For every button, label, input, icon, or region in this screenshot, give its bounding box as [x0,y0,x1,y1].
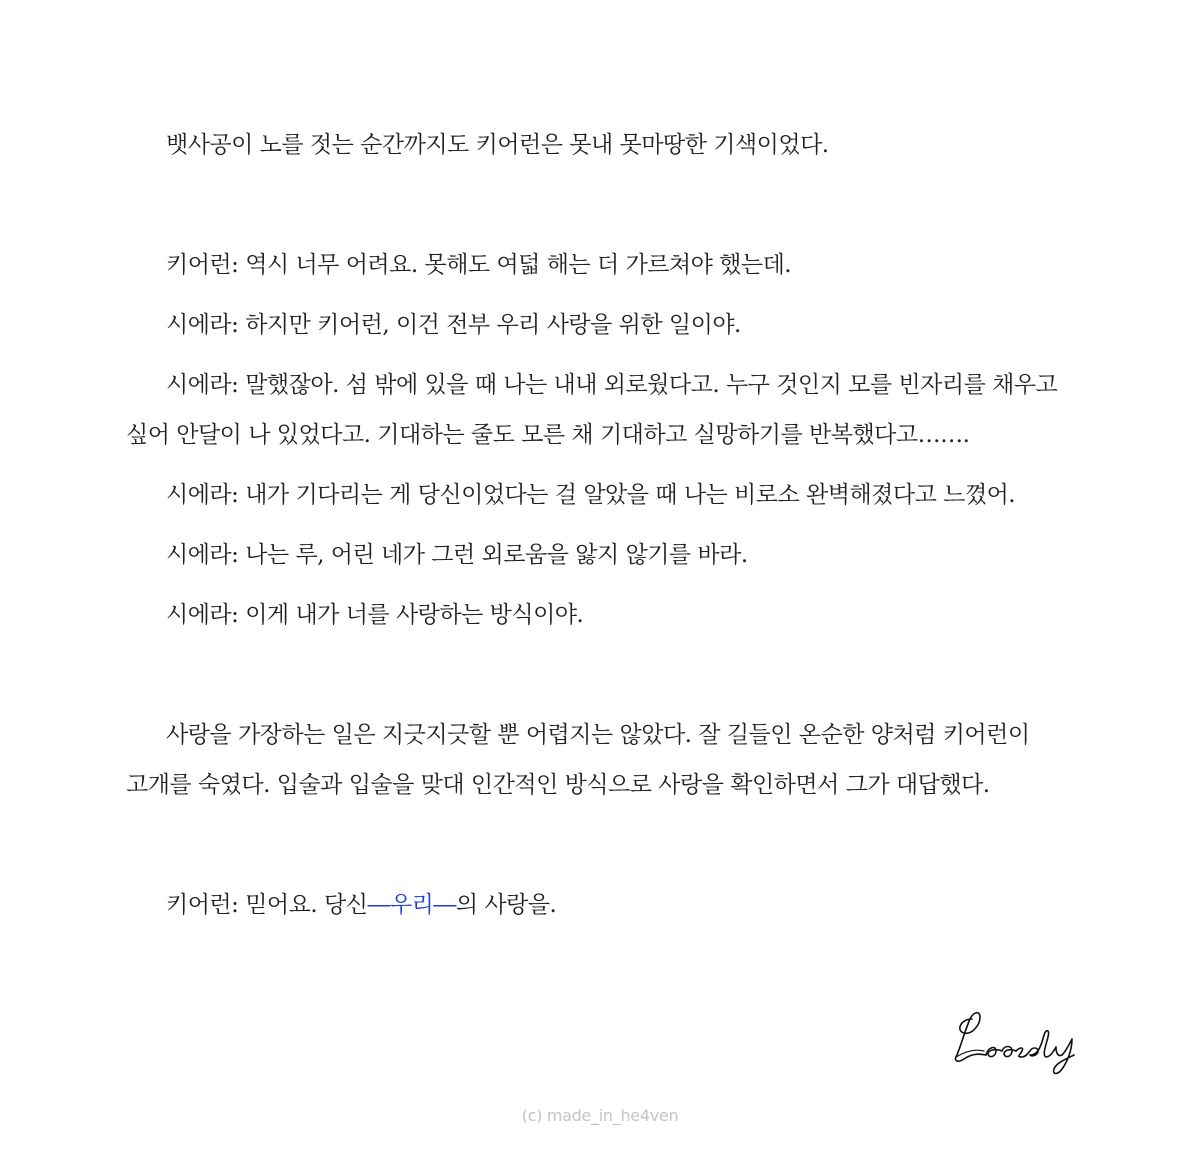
emphasis-text: ―우리― [367,892,456,918]
dialogue-line-sierra-1: 시에라: 하지만 키어런, 이건 전부 우리 사랑을 위한 일이야. [166,312,741,338]
dialogue-line-sierra-4: 시에라: 나는 루, 어린 네가 그런 외로움을 앓지 않기를 바라. [166,542,748,568]
copyright-footer: (c) made_in_he4ven [521,1106,679,1125]
narration-paragraph-1: 뱃사공이 노를 젓는 순간까지도 키어런은 못내 못마땅한 기색이었다. [166,132,829,158]
dialogue-line-sierra-2: 시에라: 말했잖아. 섬 밖에 있을 때 나는 내내 외로웠다고. 누구 것인지 모를 빈자리를 채우고 싶어 안달이 나 있었다고. 기대하는 줄도 모른 채 기대하고 실망하기를 반복했다고……. [126,372,1058,448]
dialogue-line-kieran-1: 키어런: 역시 너무 어려요. 못해도 여덟 해는 더 가르쳐야 했는데. [166,252,792,278]
dialogue-line-sierra-5: 시에라: 이게 내가 너를 사랑하는 방식이야. [166,602,584,628]
signature-logo [950,1005,1090,1080]
dialogue-text-after: 의 사랑을. [455,892,557,918]
dialogue-text-before: 키어런: 믿어요. 당신 [166,892,368,918]
narration-paragraph-2: 사랑을 가장하는 일은 지긋지긋할 뿐 어렵지는 않았다. 잘 길들인 온순한 양처럼 키어런이 고개를 숙였다. 입술과 입술을 맞대 인간적인 방식으로 사랑을 확인하면서 그가 대답했다. [126,722,1030,798]
dialogue-line-kieran-2 [126,880,1074,930]
dialogue-line-sierra-3: 시에라: 내가 기다리는 게 당신이었다는 걸 알았을 때 나는 비로소 완벽해졌다고 느꼈어. [166,482,1016,508]
